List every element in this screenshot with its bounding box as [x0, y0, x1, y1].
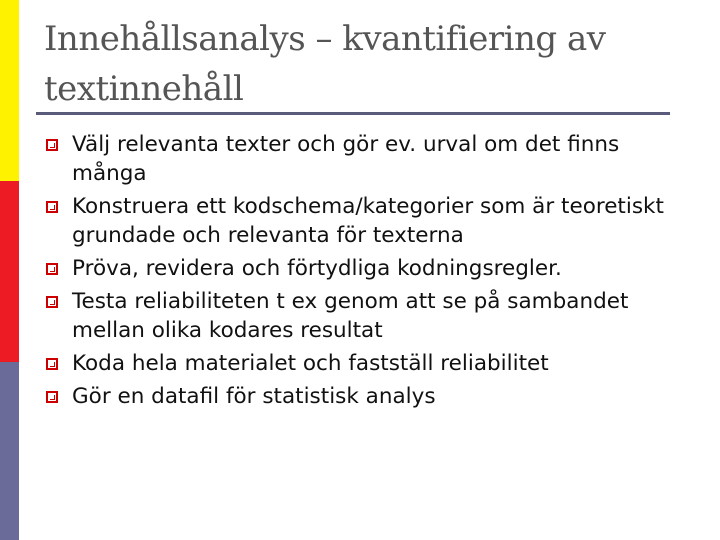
color-sidebar — [0, 0, 19, 540]
square-bullet-icon — [46, 139, 58, 151]
bullet-item — [44, 192, 684, 250]
square-bullet-icon — [46, 358, 58, 370]
title-divider — [36, 112, 670, 115]
bullet-item — [44, 254, 684, 283]
bullet-item — [44, 130, 684, 188]
slide-title: Innehållsanalys – kvantifiering av textinnehåll — [44, 19, 606, 109]
bullet-text: Testa reliabiliteten t ex genom att se på sambandet mellan olika kodares resultat — [72, 289, 629, 343]
bullet-text: Konstruera ett kodschema/kategorier som är teoretiskt grundade och relevanta för texterna — [72, 194, 664, 248]
bullet-text: Koda hela materialet och fastställ reliabilitet — [72, 351, 549, 376]
sidebar-red-segment — [0, 181, 19, 362]
bullet-item — [44, 382, 684, 411]
bullet-item — [44, 349, 684, 378]
sidebar-purple-segment — [0, 362, 19, 540]
square-bullet-icon — [46, 391, 58, 403]
bullet-text: Gör en datafil för statistisk analys — [72, 384, 436, 409]
bullet-text: Pröva, revidera och förtydliga kodningsregler. — [72, 256, 562, 281]
square-bullet-icon — [46, 201, 58, 213]
sidebar-yellow-segment — [0, 0, 19, 181]
square-bullet-icon — [46, 263, 58, 275]
bullet-text: Välj relevanta texter och gör ev. urval om det finns många — [72, 132, 620, 186]
square-bullet-icon — [46, 296, 58, 308]
bullet-list — [44, 130, 684, 415]
bullet-item — [44, 287, 684, 345]
